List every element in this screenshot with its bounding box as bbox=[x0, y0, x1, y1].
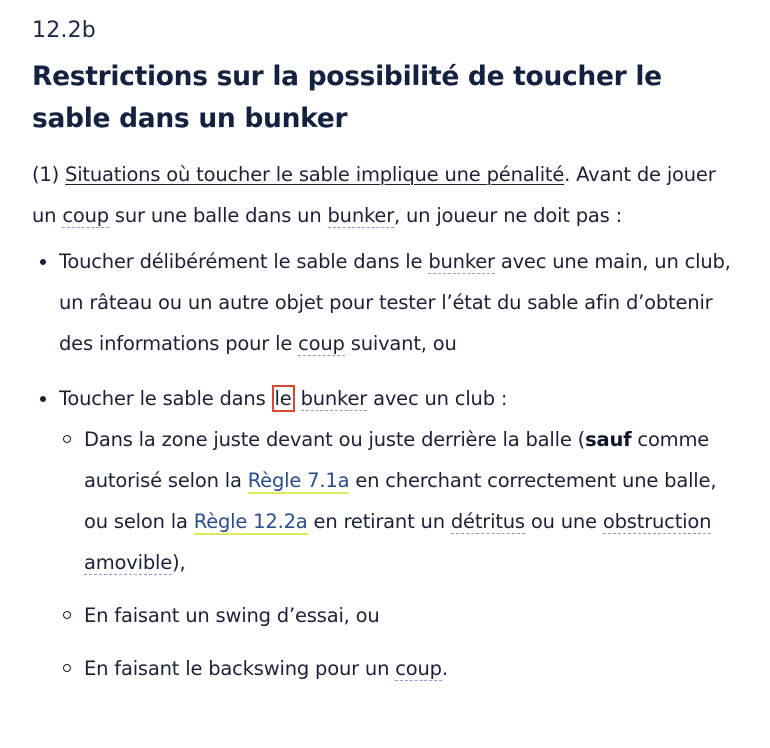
restrictions-list bbox=[32, 241, 738, 689]
bullet2-space bbox=[295, 387, 301, 410]
list-item bbox=[32, 241, 738, 364]
intro-paragraph bbox=[32, 154, 738, 236]
intro-prefix: (1) bbox=[32, 163, 66, 186]
intro-heading: Situations où toucher le sable implique une pénalité bbox=[65, 163, 565, 186]
term-coup[interactable]: coup bbox=[395, 657, 442, 680]
club-sublist bbox=[59, 419, 738, 689]
sub1-text-6: ), bbox=[172, 551, 186, 574]
bullet-dot-icon bbox=[40, 396, 46, 402]
bullet1-text-3: suivant, ou bbox=[344, 332, 457, 355]
list-item bbox=[32, 378, 738, 689]
term-bunker[interactable]: bunker bbox=[327, 204, 395, 227]
rule-7-1a-link[interactable]: Règle 7.1a bbox=[247, 469, 350, 492]
sub1-bold-sauf: sauf bbox=[585, 428, 632, 451]
sub1-text-3: en cherchant correctement une balle, ou selon la bbox=[84, 469, 717, 533]
section-title: Restrictions sur la possibilité de toucher le sable dans un bunker bbox=[32, 61, 662, 134]
bullet2-text-2: avec un club : bbox=[367, 387, 508, 410]
term-bunker[interactable]: bunker bbox=[300, 387, 368, 410]
sub1-text-2: comme autorisé selon la bbox=[84, 428, 710, 492]
circle-bullet-icon bbox=[63, 611, 71, 619]
sub2-text: En faisant un swing d’essai, ou bbox=[84, 604, 380, 627]
term-obstruction-amovible[interactable]: obstruction amovible bbox=[84, 510, 712, 574]
sub1-text-5: ou une bbox=[524, 510, 603, 533]
circle-bullet-icon bbox=[63, 664, 71, 672]
term-detritus[interactable]: détritus bbox=[450, 510, 525, 533]
sub1-text-4: en retirant un bbox=[307, 510, 451, 533]
term-coup[interactable]: coup bbox=[62, 204, 109, 227]
circle-bullet-icon bbox=[63, 435, 71, 443]
term-bunker[interactable]: bunker bbox=[428, 250, 495, 273]
bullet1-text-1: Toucher délibérément le sable dans le bbox=[59, 250, 429, 273]
section-number: 12.2b bbox=[32, 18, 96, 43]
sub-list-item bbox=[59, 595, 738, 636]
bullet1-text-2: avec une main, un club, un râteau ou un autre objet pour tester l’état du sable afin d’obtenir des informations pour le bbox=[59, 250, 731, 355]
intro-text-2: sur une balle dans un bbox=[108, 204, 328, 227]
intro-text-3: , un joueur ne doit pas : bbox=[394, 204, 622, 227]
sub3-text-2: . bbox=[441, 657, 448, 680]
intro-text-1: . Avant de jouer un bbox=[32, 163, 716, 227]
sub1-text-1: Dans la zone juste devant ou juste derrière la balle ( bbox=[84, 428, 586, 451]
term-coup[interactable]: coup bbox=[298, 332, 345, 355]
sub3-text-1: En faisant le backswing pour un bbox=[84, 657, 396, 680]
bullet2-text-1: Toucher le sable dans bbox=[59, 387, 272, 410]
sub-list-item bbox=[59, 648, 738, 689]
rule-12-2a-link[interactable]: Règle 12.2a bbox=[193, 510, 308, 533]
sub-list-item bbox=[59, 419, 738, 583]
bullet-dot-icon bbox=[40, 259, 46, 265]
highlighted-word: le bbox=[272, 385, 295, 412]
